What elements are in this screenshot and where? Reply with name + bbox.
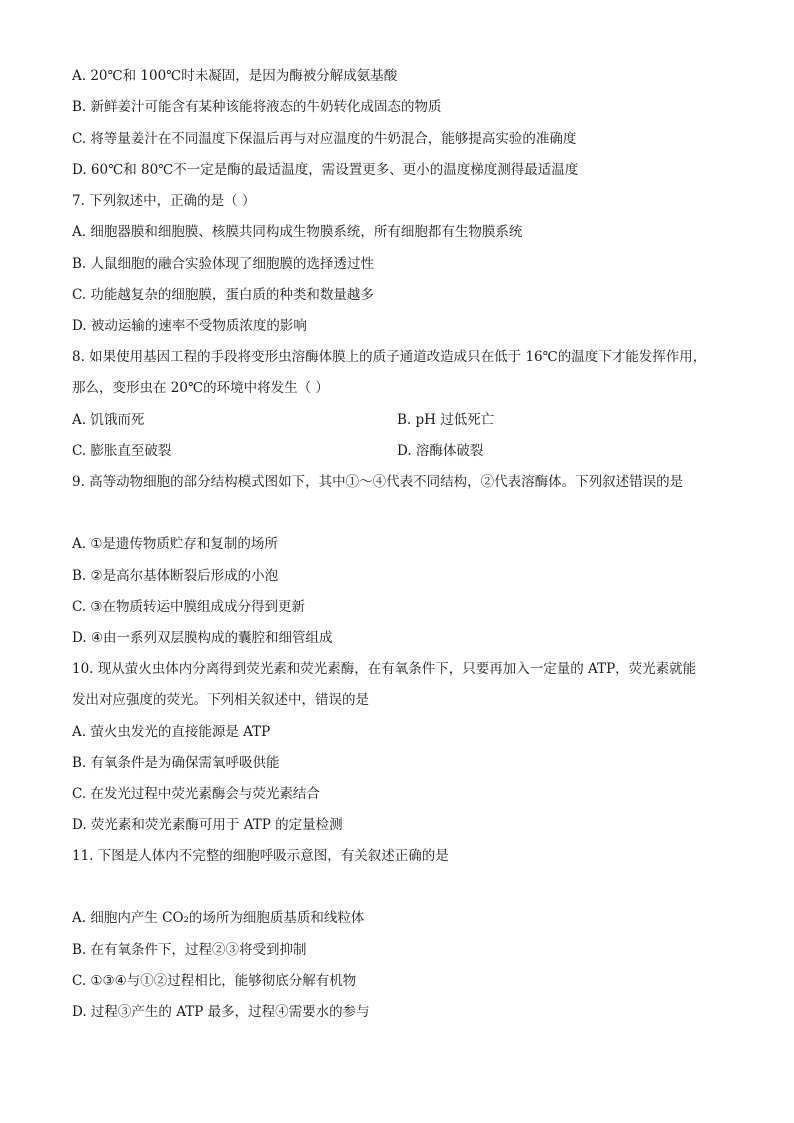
q11-option-b: B. 在有氧条件下，过程②③将受到抑制	[72, 942, 307, 958]
q7-option-b: B. 人鼠细胞的融合实验体现了细胞膜的选择透过性	[72, 256, 375, 272]
q6-option-c: C. 将等量姜汁在不同温度下保温后再与对应温度的牛奶混合，能够提高实验的准确度	[72, 131, 577, 147]
q9-option-a: A. ①是遗传物质贮存和复制的场所	[72, 536, 278, 552]
q11-stem: 11. 下图是人体内不完整的细胞呼吸示意图，有关叙述正确的是	[72, 848, 449, 864]
q8-stem-line2: 那么，变形虫在 20℃的环境中将发生（ ）	[72, 380, 329, 396]
q7-option-c: C. 功能越复杂的细胞膜，蛋白质的种类和数量越多	[72, 287, 374, 303]
q6-option-d: D. 60℃和 80℃不一定是酶的最适温度，需设置更多、更小的温度梯度测得最适温度	[72, 162, 579, 178]
q8-option-c: C. 膨胀直至破裂	[72, 443, 172, 459]
q7-stem: 7. 下列叙述中，正确的是（ ）	[72, 193, 256, 209]
q11-option-a: A. 细胞内产生 CO₂的场所为细胞质基质和线粒体	[72, 910, 365, 926]
q8-option-d: D. 溶酶体破裂	[397, 443, 484, 459]
q10-option-a: A. 萤火虫发光的直接能源是 ATP	[72, 724, 271, 740]
q7-option-a: A. 细胞器膜和细胞膜、核膜共同构成生物膜系统，所有细胞都有生物膜系统	[72, 224, 523, 240]
q8-option-a: A. 饥饿而死	[72, 412, 145, 428]
q9-option-c: C. ③在物质转运中膜组成成分得到更新	[72, 599, 306, 615]
q9-option-d: D. ④由一系列双层膜构成的囊腔和细管组成	[72, 630, 333, 646]
q8-stem-line1: 8. 如果使用基因工程的手段将变形虫溶酶体膜上的质子通道改造成只在低于 16℃的温度下才能发挥作用，	[72, 349, 707, 365]
q10-stem-line2: 发出对应强度的荧光。下列相关叙述中，错误的是	[72, 692, 369, 708]
q6-option-a: A. 20℃和 100℃时未凝固，是因为酶被分解成氨基酸	[72, 68, 398, 84]
q8-option-b: B. pH 过低死亡	[397, 412, 495, 428]
q10-option-d: D. 荧光素和荧光素酶可用于 ATP 的定量检测	[72, 817, 343, 833]
q9-stem: 9. 高等动物细胞的部分结构模式图如下，其中①～④代表不同结构，②代表溶酶体。下列叙述错误的是	[72, 474, 684, 490]
q6-option-b: B. 新鲜姜汁可能含有某种该能将液态的牛奶转化成固态的物质	[72, 99, 442, 115]
q10-option-c: C. 在发光过程中荧光素酶会与荧光素结合	[72, 786, 320, 802]
q10-stem-line1: 10. 现从萤火虫体内分离得到荧光素和荧光素酶，在有氧条件下，只要再加入一定量的 ATP，荧光素就能	[72, 661, 697, 677]
q10-option-b: B. 有氧条件是为确保需氧呼吸供能	[72, 755, 280, 771]
q11-option-d: D. 过程③产生的 ATP 最多，过程④需要水的参与	[72, 1004, 370, 1020]
q7-option-d: D. 被动运输的速率不受物质浓度的影响	[72, 318, 307, 334]
q9-option-b: B. ②是高尔基体断裂后形成的小泡	[72, 568, 279, 584]
q11-option-c: C. ①③④与①②过程相比，能够彻底分解有机物	[72, 973, 357, 989]
